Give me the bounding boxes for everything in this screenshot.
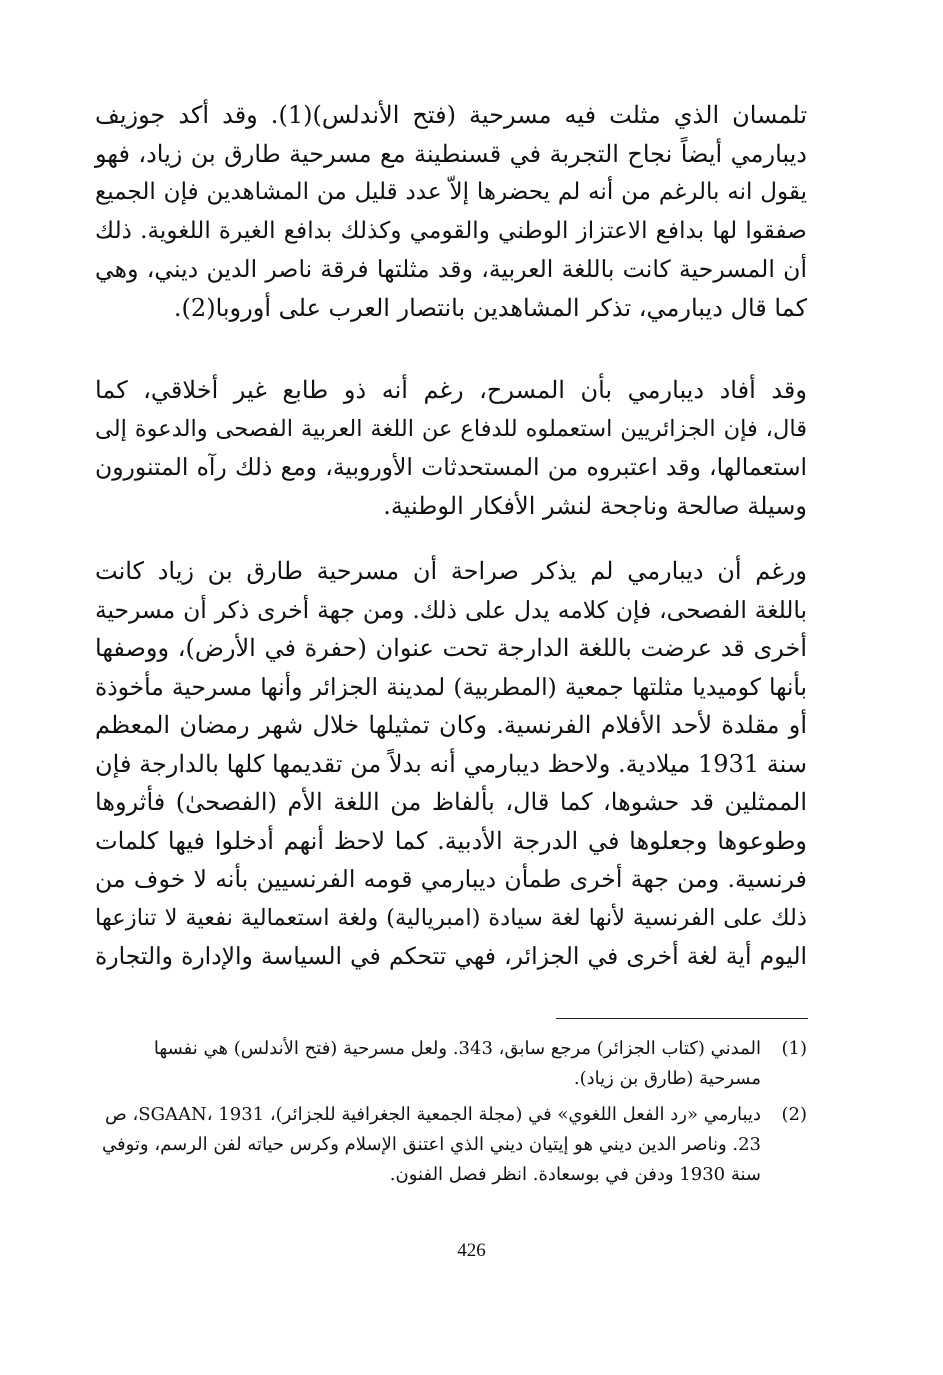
paragraph-3	[95, 552, 807, 976]
footnotes	[95, 1034, 807, 1196]
text-line: وقد أفاد ديبارمي بأن المسرح، رغم أنه ذو طابع غير أخلاقي، كما	[95, 376, 807, 404]
text-line: تلمسان الذي مثلت فيه مسرحية (فتح الأندلس)(1). وقد أكد جوزيف	[95, 101, 808, 129]
text-line: ذلك على الفرنسية لأنها لغة سيادة (امبريالية) ولغة استعمالية نفعية لا تنازعها	[95, 904, 807, 931]
text-line: اليوم أية لغة أخرى في الجزائر، فهي تتحكم في السياسة والإدارة والتجارة	[95, 942, 807, 970]
text-line: يقول انه بالرغم من أنه لم يحضرها إلاّ عدد قليل من المشاهدين فإن الجميع	[95, 179, 807, 205]
footnote-number: (1)	[781, 1038, 807, 1059]
text-line: أخرى قد عرضت باللغة الدارجة تحت عنوان (حفرة في الأرض)، ووصفها	[95, 634, 807, 662]
text-line: أن المسرحية كانت باللغة العربية، وقد مثلتها فرقة ناصر الدين ديني، وهي	[95, 255, 807, 283]
text-line: بأنها كوميديا مثلتها جمعية (المطربية) لمدينة الجزائر وأنها مسرحية مأخوذة	[95, 672, 807, 701]
text-line: فرنسية. ومن جهة أخرى طمأن ديبارمي قومه الفرنسيين بأنه لا خوف من	[95, 865, 807, 893]
text-line: ورغم أن ديبارمي لم يذكر صراحة أن مسرحية طارق بن زياد كانت	[95, 557, 807, 585]
footnote-1	[95, 1034, 807, 1094]
text-line: كما قال ديبارمي، تذكر المشاهدين بانتصار العرب على أوروبا(2).	[173, 293, 807, 322]
text-line: سنة 1931 ميلادية. ولاحظ ديبارمي أنه بدلاً من تقديمها كلها بالدارجة فإن	[95, 749, 807, 778]
text-line: أو مقلدة لأحد الأفلام الفرنسية. وكان تمثيلها خلال شهر رمضان المعظم	[95, 711, 807, 739]
text-line: وسيلة صالحة وناجحة لنشر الأفكار الوطنية.	[383, 491, 807, 520]
footnote-divider	[556, 1018, 808, 1019]
paragraph-1	[95, 96, 807, 327]
footnote-text: ديبارمي «رد الفعل اللغوي» في (مجلة الجمعية الجغرافية للجزائر)، SGAAN، 1931، ص 23. وناصر الدين ديني هو إيتيان ديني الذي اعتنق الإسلام وكرس حياته لفن الرسم، وتوفي سنة 1930 ودفن في بوسعادة. انظر فصل الفنون.	[102, 1104, 761, 1185]
text-line: قال، فإن الجزائريين استعملوه للدفاع عن اللغة العربية الفصحى والدعوة إلى	[95, 415, 807, 442]
text-line: ديبارمي أيضاً نجاح التجربة في قسنطينة مع مسرحية طارق بن زياد، فهو	[95, 139, 807, 168]
footnote-2	[95, 1100, 807, 1190]
text-line: صفقوا لها بدافع الاعتزاز الوطني والقومي وكذلك بدافع الغيرة اللغوية. ذلك	[95, 216, 807, 244]
footnote-number: (2)	[781, 1104, 807, 1125]
text-line: باللغة الفصحى، فإن كلامه يدل على ذلك. ومن جهة أخرى ذكر أن مسرحية	[95, 595, 807, 624]
footnote-text: المدني (كتاب الجزائر) مرجع سابق، 343. ولعل مسرحية (فتح الأندلس) هي نفسها مسرحية (طارق بن زياد).	[153, 1038, 761, 1089]
text-line: استعمالها، وقد اعتبروه من المستحدثات الأوروبية، ومع ذلك رآه المتنورون	[95, 453, 807, 481]
text-line: وطوعوها وجعلوها في الدرجة الأدبية. كما لاحظ أنهم أدخلوا فيها كلمات	[95, 826, 808, 855]
text-line: الممثلين قد حشوها، كما قال، بألفاظ من اللغة الأم (الفصحىٰ) فأثروها	[95, 788, 807, 816]
page-number: 426	[457, 1240, 486, 1261]
paragraph-2	[95, 371, 807, 525]
